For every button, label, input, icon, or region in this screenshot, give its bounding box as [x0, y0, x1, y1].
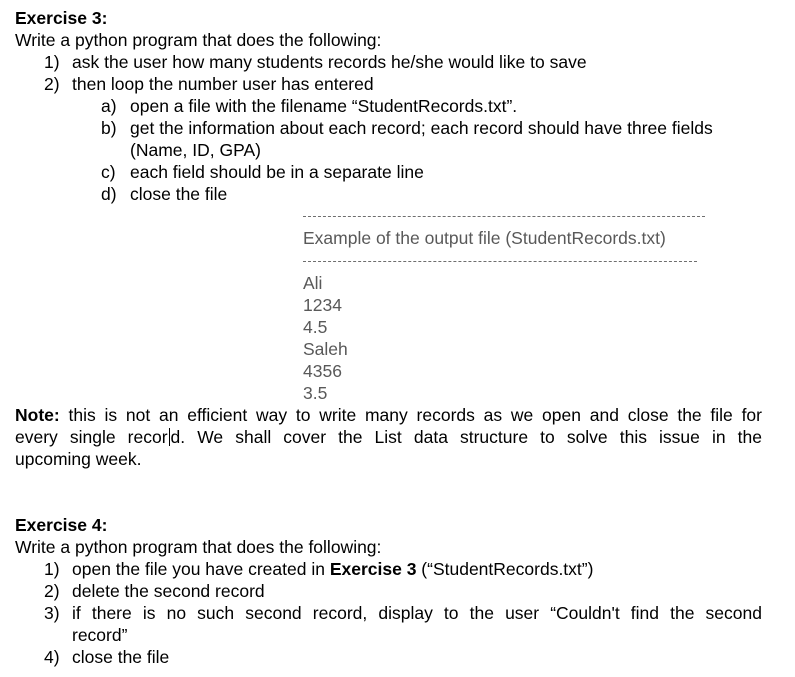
ex4-step-2-number: 2)	[44, 581, 60, 601]
ex4-step-4-text: close the file	[72, 647, 170, 667]
ex3-substep-a-text: open a file with the filename “StudentRecords.txt”.	[130, 96, 518, 116]
example-title: Example of the output file (StudentRecords.txt)	[303, 228, 666, 248]
text-cursor	[169, 428, 170, 446]
ex3-substep-c-number: c)	[101, 162, 116, 182]
ex3-substep-a-number: a)	[101, 96, 117, 116]
ex4-step-3-line-1: if there is no such second record, display to the user “Couldn't find the second	[72, 603, 762, 623]
ex4-step-1-text	[72, 558, 593, 580]
note-line-1	[15, 404, 762, 426]
ex3-substep-c-text: each field should be in a separate line	[130, 162, 424, 182]
exercise-3-title: Exercise 3:	[15, 8, 108, 28]
ex4-step-3-line-2: record”	[72, 625, 128, 645]
ex3-step-1-number: 1)	[44, 52, 60, 72]
ex4-step-1-post: (“StudentRecords.txt”)	[416, 559, 594, 579]
exercise-4-title: Exercise 4:	[15, 515, 108, 535]
note-text-2a: every single recor	[15, 427, 168, 447]
example-bottom-divider	[303, 261, 697, 262]
ex4-step-1-bold: Exercise 3	[329, 559, 417, 579]
note-text-1: this is not an efficient way to write many records as we open and close the file for	[59, 405, 762, 425]
ex3-substep-b-continuation: (Name, ID, GPA)	[130, 140, 261, 160]
ex3-step-2-number: 2)	[44, 74, 60, 94]
example-line: 4.5	[303, 317, 328, 337]
ex3-substep-d-text: close the file	[130, 184, 228, 204]
example-line: 3.5	[303, 383, 328, 403]
ex4-step-3-number: 3)	[44, 603, 60, 623]
example-top-divider	[303, 216, 705, 217]
exercise-4-intro: Write a python program that does the following:	[15, 537, 382, 557]
ex3-step-2-text: then loop the number user has entered	[72, 74, 374, 94]
note-label: Note:	[15, 405, 60, 425]
ex3-substep-b-number: b)	[101, 118, 117, 138]
example-line: 4356	[303, 361, 342, 381]
example-line: Ali	[303, 273, 323, 293]
example-line: Saleh	[303, 339, 348, 359]
ex3-substep-b-text: get the information about each record; each record should have three fields	[130, 118, 713, 138]
note-line-2	[15, 426, 762, 448]
note-text-2b: d. We shall cover the List data structure to solve this issue in the	[170, 427, 762, 447]
ex3-substep-d-number: d)	[101, 184, 117, 204]
ex4-step-1-number: 1)	[44, 559, 60, 579]
ex4-step-4-number: 4)	[44, 647, 60, 667]
ex3-step-1-text: ask the user how many students records he/she would like to save	[72, 52, 587, 72]
example-line: 1234	[303, 295, 342, 315]
ex4-step-1-pre: open the file you have created in	[72, 559, 330, 579]
exercise-3-intro: Write a python program that does the following:	[15, 30, 382, 50]
note-line-3: upcoming week.	[15, 449, 142, 469]
ex4-step-2-text: delete the second record	[72, 581, 265, 601]
